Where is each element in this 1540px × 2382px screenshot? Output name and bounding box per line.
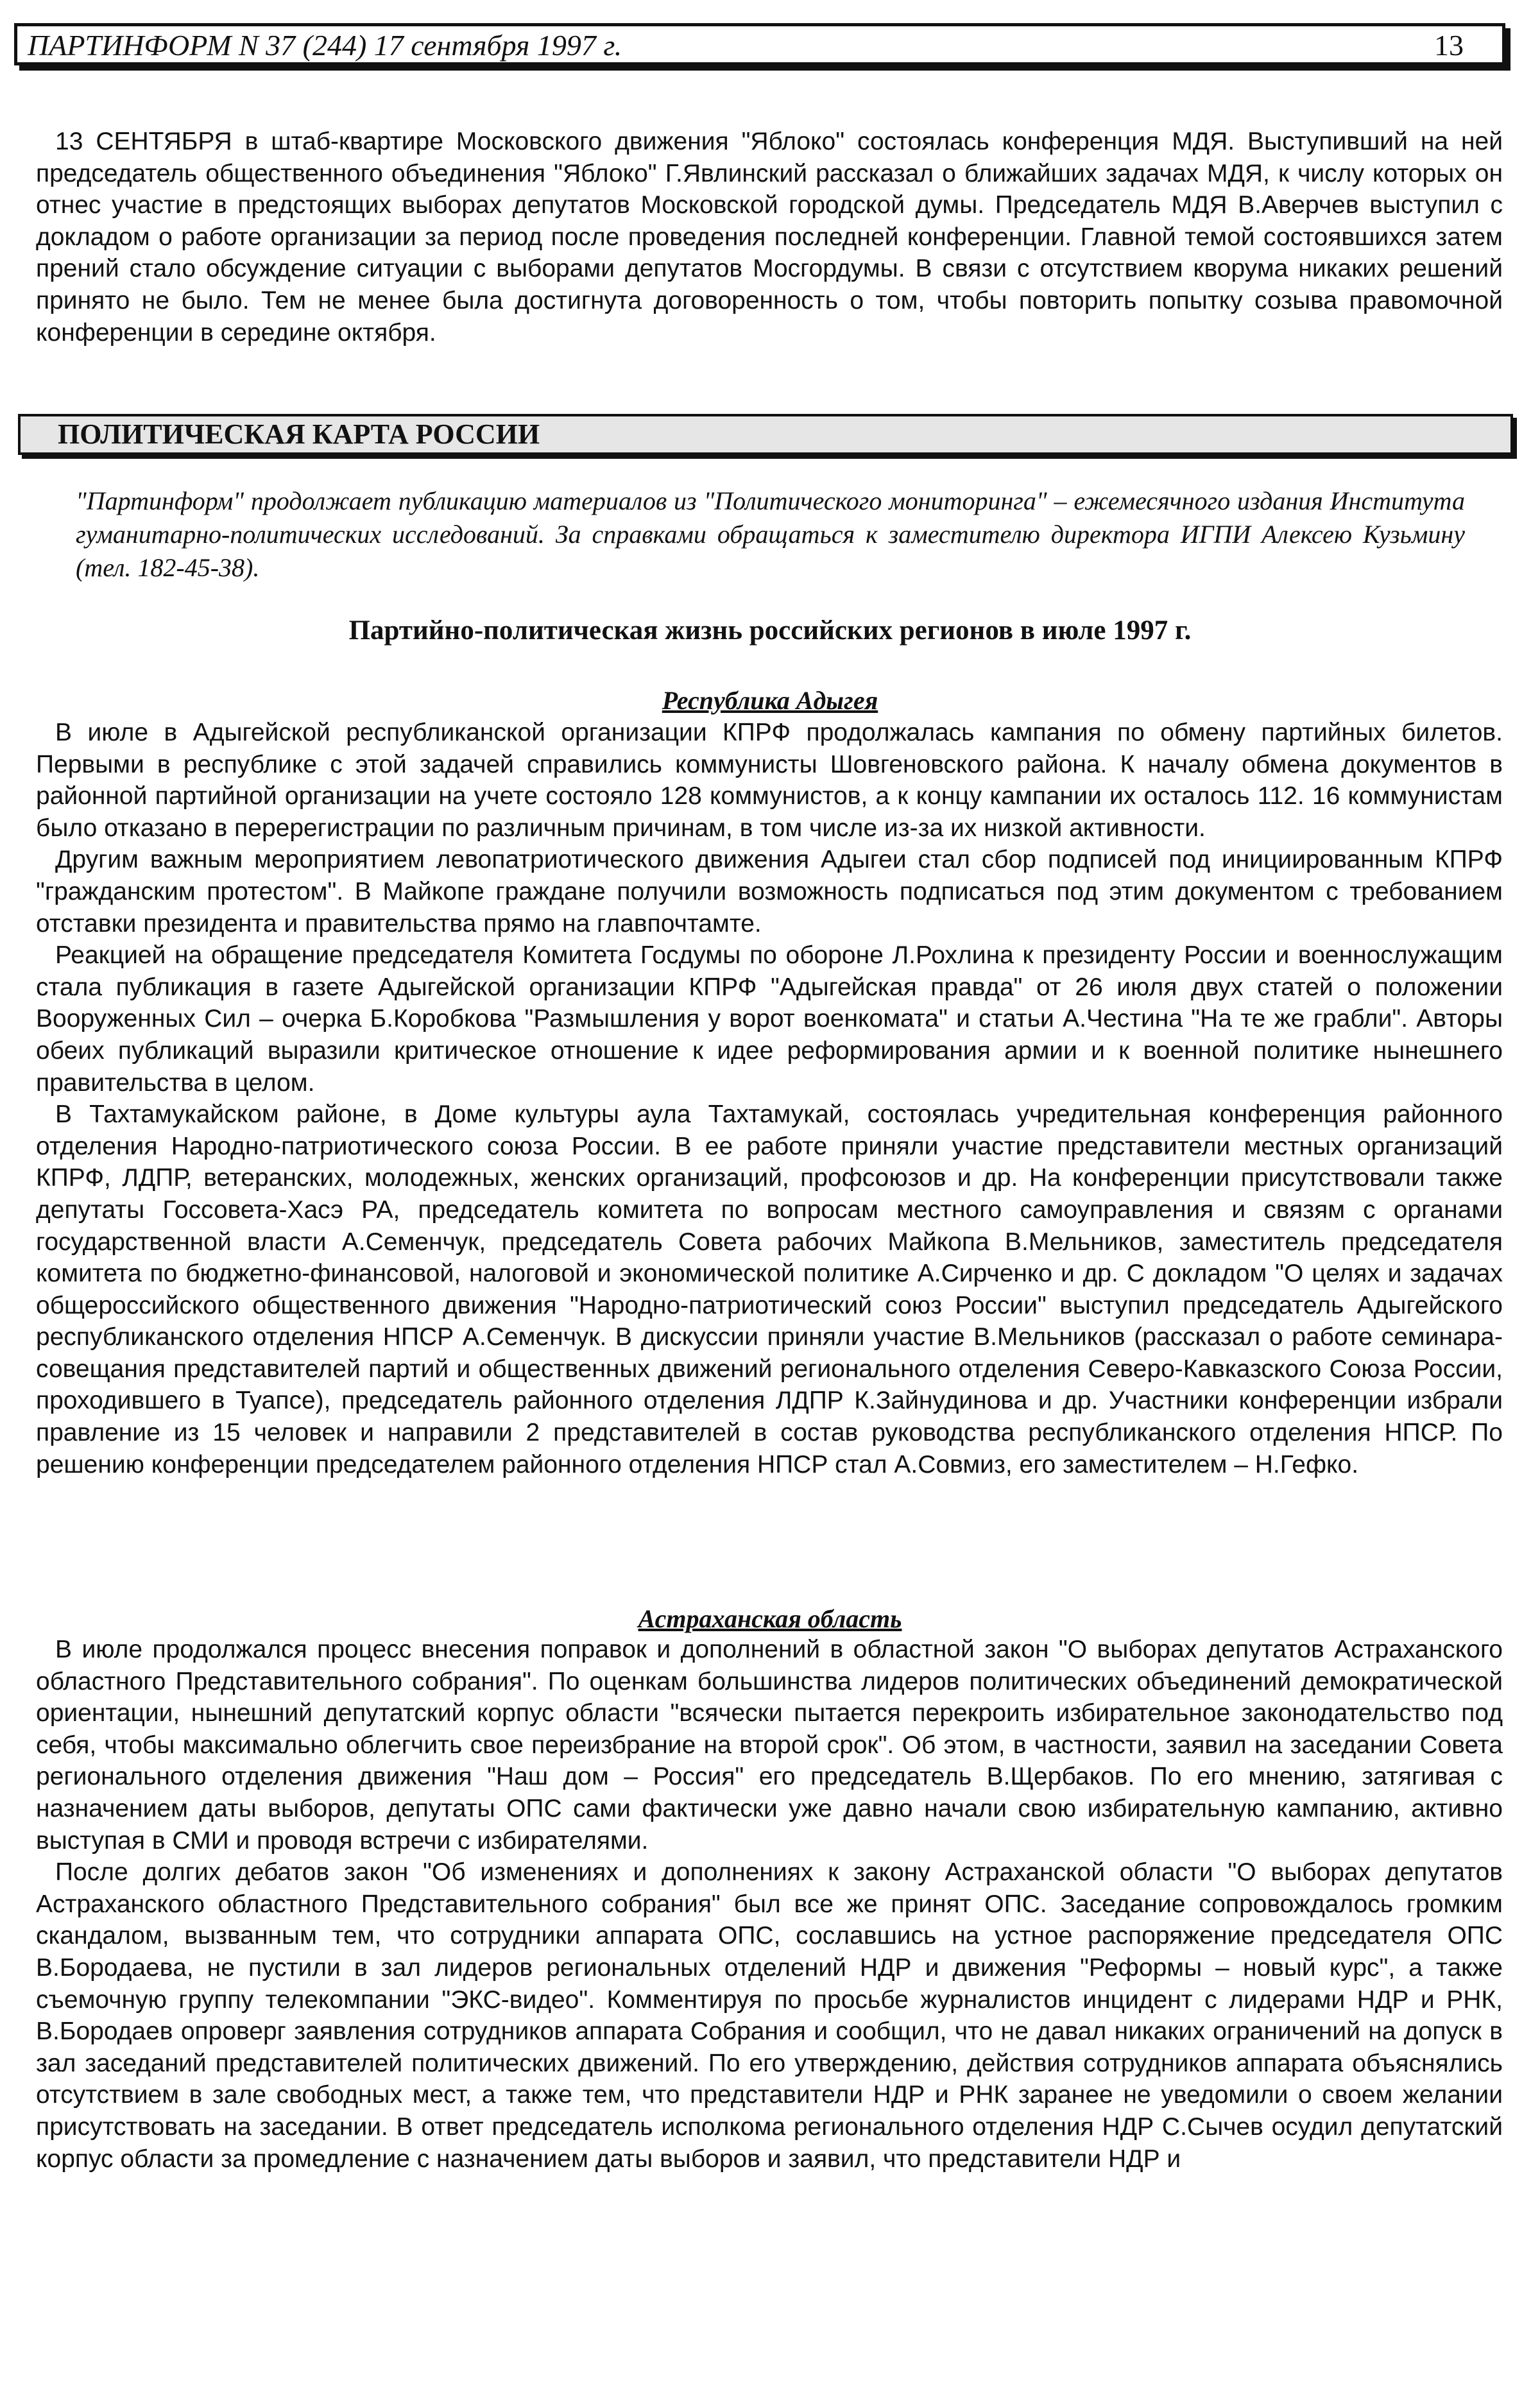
region-heading-astrakhan: Астраханская область	[638, 1604, 902, 1633]
section-title: ПОЛИТИЧЕСКАЯ КАРТА РОССИИ	[18, 414, 1513, 455]
page-header	[14, 23, 1505, 65]
paragraph: В июле в Адыгейской республиканской организации КПРФ продолжалась кампания по обмену партийных билетов. Первыми в республике с этой задачей справились коммунисты Шовгеновского района. К началу обмена документов в районной партийной организации на учете состояло 128 коммунистов, а к концу кампании их осталось 112. 16 коммунистам было отказано в перерегистрации по различным причинам, в том числе из-за их низкой активности.	[36, 719, 1503, 842]
region-heading-adygea: Республика Адыгея	[662, 686, 878, 715]
publication-title: ПАРТИНФОРМ N 37 (244) 17 сентября 1997 г.	[28, 29, 622, 62]
paragraph: В июле продолжался процесс внесения поправок и дополнений в областной закон "О выборах депутатов Астраханского областного Представительного собрания". По оценкам большинства лидеров политических объединений демократической ориентации, нынешний депутатский корпус области "всячески пытается перекроить избирательное законодательство под себя, чтобы максимально облегчить свое переизбрание на второй срок". Об этом, в частности, заявил на заседании Совета регионального отделения движения "Наш дом – Россия" его председатель В.Щербаков. По его мнению, затягивая с назначением даты выборов, депутаты ОПС сами фактически уже давно начали свою избирательную кампанию, активно выступая в СМИ и проводя встречи с избирателями.	[36, 1636, 1503, 1855]
region-text-adygea	[36, 717, 1503, 1480]
article-title: Партийно-политическая жизнь российских регионов в июле 1997 г.	[348, 615, 1192, 646]
paragraph: После долгих дебатов закон "Об изменениях и дополнениях к закону Астраханской области "О выборах депутатов Астраханского областного Представительного собрания" был все же принят ОПС. Заседание сопровождалось громким скандалом, вызванным тем, что сотрудники аппарата ОПС, сославшись на устное распоряжение председателя ОПС В.Бородаева, не пустили в зал лидеров региональных отделений НДР и движения "Реформы – новый курс", а также съемочную группу телекомпании "ЭКС-видео". Комментируя по просьбе журналистов инцидент с лидерами НДР и РНК, В.Бородаев опроверг заявления сотрудников аппарата Собрания и сообщил, что не давал никаких ограничений на допуск в зал заседаний представителей политических движений. По его утверждению, действия сотрудников аппарата объяснялись отсутствием в зале свободных мест, а также тем, что представители НДР и РНК заранее не уведомили о своем желании присутствовать на заседании. В ответ председатель исполкома регионального отделения НДР С.Сычев осудил депутатский корпус области за промедление с назначением даты выборов и заявил, что представители НДР и	[36, 1858, 1503, 2173]
page-number: 13	[1434, 29, 1464, 62]
paragraph: Другим важным мероприятием левопатриотического движения Адыгеи стал сбор подписей под инициированным КПРФ "гражданским протестом". В Майкопе граждане получили возможность подписаться под этим документом с требованием отставки президента и правительства прямо на главпочтамте.	[36, 846, 1503, 938]
section-intro: "Партинформ" продолжает публикацию материалов из "Политического мониторинга" – ежемесячного издания Института гуманитарно-политических исследований. За справками обращаться к заместителю директора ИГПИ Алексею Кузьмину (тел. 182-45-38).	[76, 486, 1465, 582]
top-news-item	[36, 126, 1503, 348]
news-paragraph: 13 СЕНТЯБРЯ в штаб-квартире Московского движения "Яблоко" состоялась конференция МДЯ. Выступивший на ней председатель общественного объединения "Яблоко" Г.Явлинский рассказал о ближайших задачах МДЯ, к числу которых он отнес участие в предстоящих выборах депутатов Московской городской думы. Председатель МДЯ В.Аверчев выступил с докладом о работе организации за период после проведения последней конференции. Главной темой состоявшихся затем прений стало обсуждение ситуации с выборами депутатов Мосгордумы. В связи с отсутствием кворума никаких решений принято не было. Тем не менее была достигнута договоренность о том, чтобы повторить попытку созыва правомочной конференции в середине октября.	[36, 128, 1503, 347]
paragraph: Реакцией на обращение председателя Комитета Госдумы по обороне Л.Рохлина к президенту России и военнослужащим стала публикация в газете Адыгейской организации КПРФ "Адыгейская правда" от 26 июля двух статей о положении Вооруженных Сил – очерка Б.Коробкова "Размышления у ворот военкомата" и статьи А.Честина "На те же грабли". Авторы обеих публикаций выразили критическое отношение к идее реформирования армии и к военной политике нынешнего правительства в целом.	[36, 941, 1503, 1097]
region-text-astrakhan	[36, 1634, 1503, 2175]
paragraph: В Тахтамукайском районе, в Доме культуры аула Тахтамукай, состоялась учредительная конференция районного отделения Народно-патриотического союза России. В ее работе приняли участие представители местных организаций КПРФ, ЛДПР, ветеранских, молодежных, женских организаций, профсоюзов и др. На конференции присутствовали также депутаты Госсовета-Хасэ РА, председатель комитета по вопросам местного самоуправления и связям с органами государственной власти А.Семенчук, председатель Совета рабочих Майкопа В.Мельников, заместитель председателя комитета по бюджетно-финансовой, налоговой и экономической политике А.Сирченко и др. С докладом "О целях и задачах общероссийского общественного движения "Народно-патриотический союз России" выступил председатель Адыгейского республиканского отделения НПСР А.Семенчук. В дискуссии приняли участие В.Мельников (рассказал о работе семинара-совещания представителей партий и общественных движений регионального отделения Северо-Кавказского Союза России, проходившего в Туапсе), председатель районного отделения ЛДПР К.Зайнудинова и др. Участники конференции избрали правление из 15 человек и направили 2 представителей в состав руководства республиканского отделения НПСР. По решению конференции председателем районного отделения НПСР стал А.Совмиз, его заместителем – Н.Гефко.	[36, 1101, 1503, 1478]
